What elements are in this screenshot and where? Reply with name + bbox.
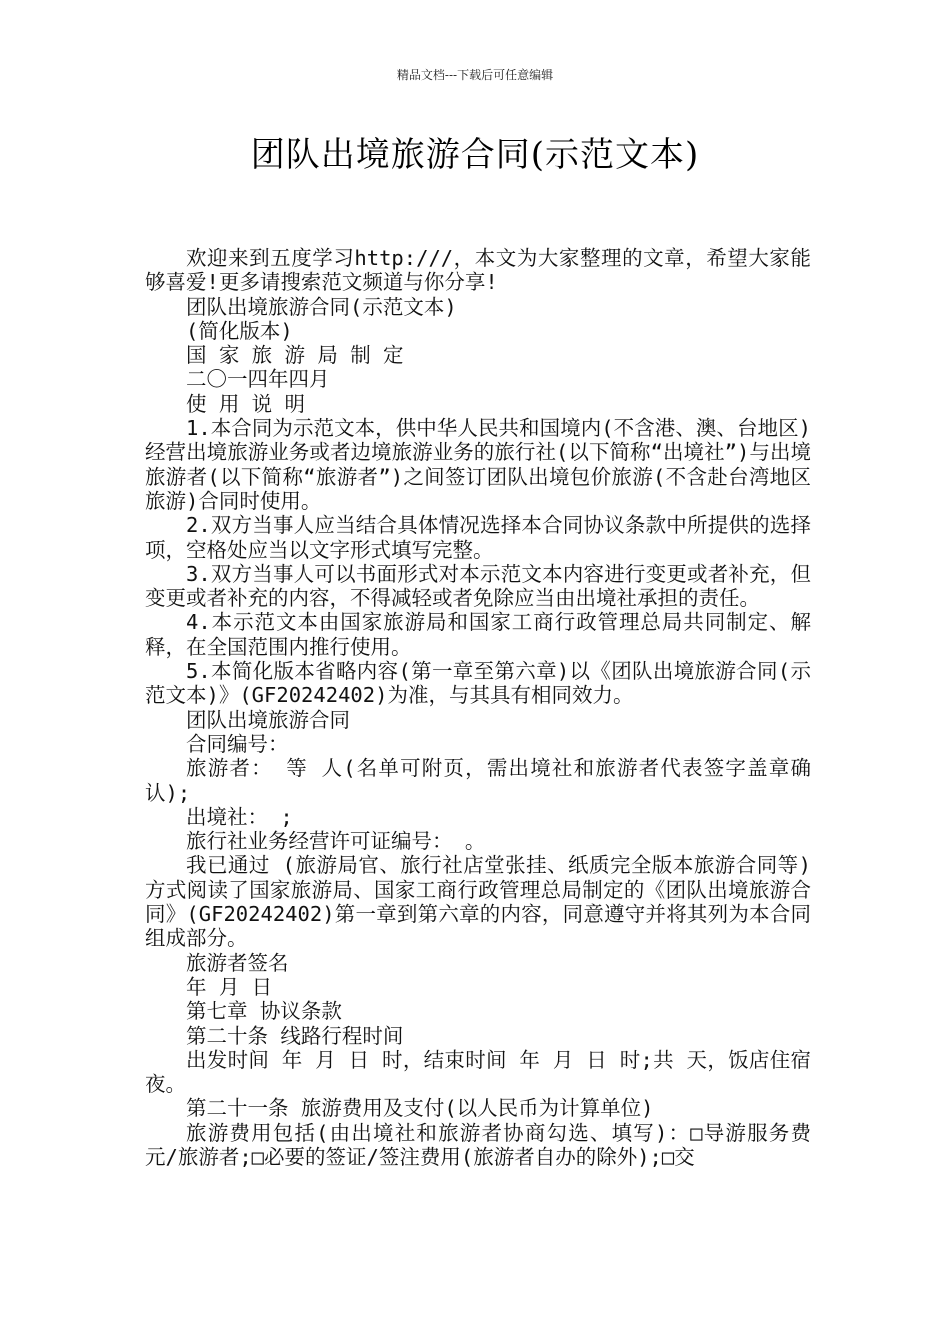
document-body (145, 246, 811, 1169)
paragraph: 年 月 日 (186, 974, 273, 999)
paragraph: 1.本合同为示范文本，供中华人民共和国境内(不含港、澳、台地区)经营出境旅游业务或者边境旅游业务的旅行社(以下简称“出境社”)与出境旅游者(以下简称“旅游者”)之间签订团队出境包价旅游(不含赴台湾地区旅游)合同时使用。 (145, 416, 811, 513)
paragraph: 旅游费用包括(由出境社和旅游者协商勾选、填写)：□导游服务费 元/旅游者;□必要的签证/签注费用(旅游者自办的除外);□交 (145, 1120, 811, 1169)
paragraph: 4.本示范文本由国家旅游局和国家工商行政管理总局共同制定、解释，在全国范围内推行使用。 (145, 610, 811, 659)
paragraph: 我已通过 (旅游局官、旅行社店堂张挂、纸质完全版本旅游合同等)方式阅读了国家旅游局、国家工商行政管理总局制定的《团队出境旅游合同》(GF20242402)第一章到第六章的内容，同意遵守并将其列为本合同组成部分。 (145, 853, 811, 951)
document-title: 团队出境旅游合同(示范文本) (250, 135, 700, 175)
intro-paragraph: 欢迎来到五度学习http:///，本文为大家整理的文章，希望大家能够喜爱!更多请搜索范文频道与你分享! (145, 246, 811, 295)
chapter-heading: 第七章 协议条款 (186, 999, 342, 1024)
paragraph: 出发时间 年 月 日 时，结束时间 年 月 日 时;共 天，饭店住宿 夜。 (145, 1047, 811, 1097)
paragraph: 国 家 旅 游 局 制 定 (186, 343, 404, 368)
article-heading: 第二十一条 旅游费用及支付(以人民币为计算单位) (186, 1096, 654, 1121)
header-note: 精品文档---下载后可任意编辑 (396, 68, 554, 82)
paragraph: 出境社： ; (186, 804, 293, 829)
paragraph: (简化版本) (186, 318, 293, 343)
paragraph: 3.双方当事人可以书面形式对本示范文本内容进行变更或者补充，但变更或者补充的内容，不得减轻或者免除应当由出境社承担的责任。 (145, 561, 811, 611)
paragraph: 5.本简化版本省略内容(第一章至第六章)以《团队出境旅游合同(示范文本)》(GF20242402)为准，与其具有相同效力。 (145, 659, 811, 708)
paragraph: 二〇一四年四月 (186, 367, 330, 392)
paragraph: 团队出境旅游合同(示范文本) (186, 294, 457, 319)
article-heading: 第二十条 线路行程时间 (186, 1023, 404, 1048)
paragraph: 旅游者签名 (186, 950, 289, 975)
paragraph: 团队出境旅游合同 (186, 707, 350, 732)
section-heading: 使 用 说 明 (186, 391, 306, 416)
paragraph: 2.双方当事人应当结合具体情况选择本合同协议条款中所提供的选择项，空格处应当以文字形式填写完整。 (145, 513, 811, 562)
paragraph: 旅游者： 等 人(名单可附页，需出境社和旅游者代表签字盖章确认); (145, 756, 811, 805)
paragraph: 合同编号： (186, 731, 289, 756)
paragraph: 旅行社业务经营许可证编号： 。 (186, 829, 486, 854)
